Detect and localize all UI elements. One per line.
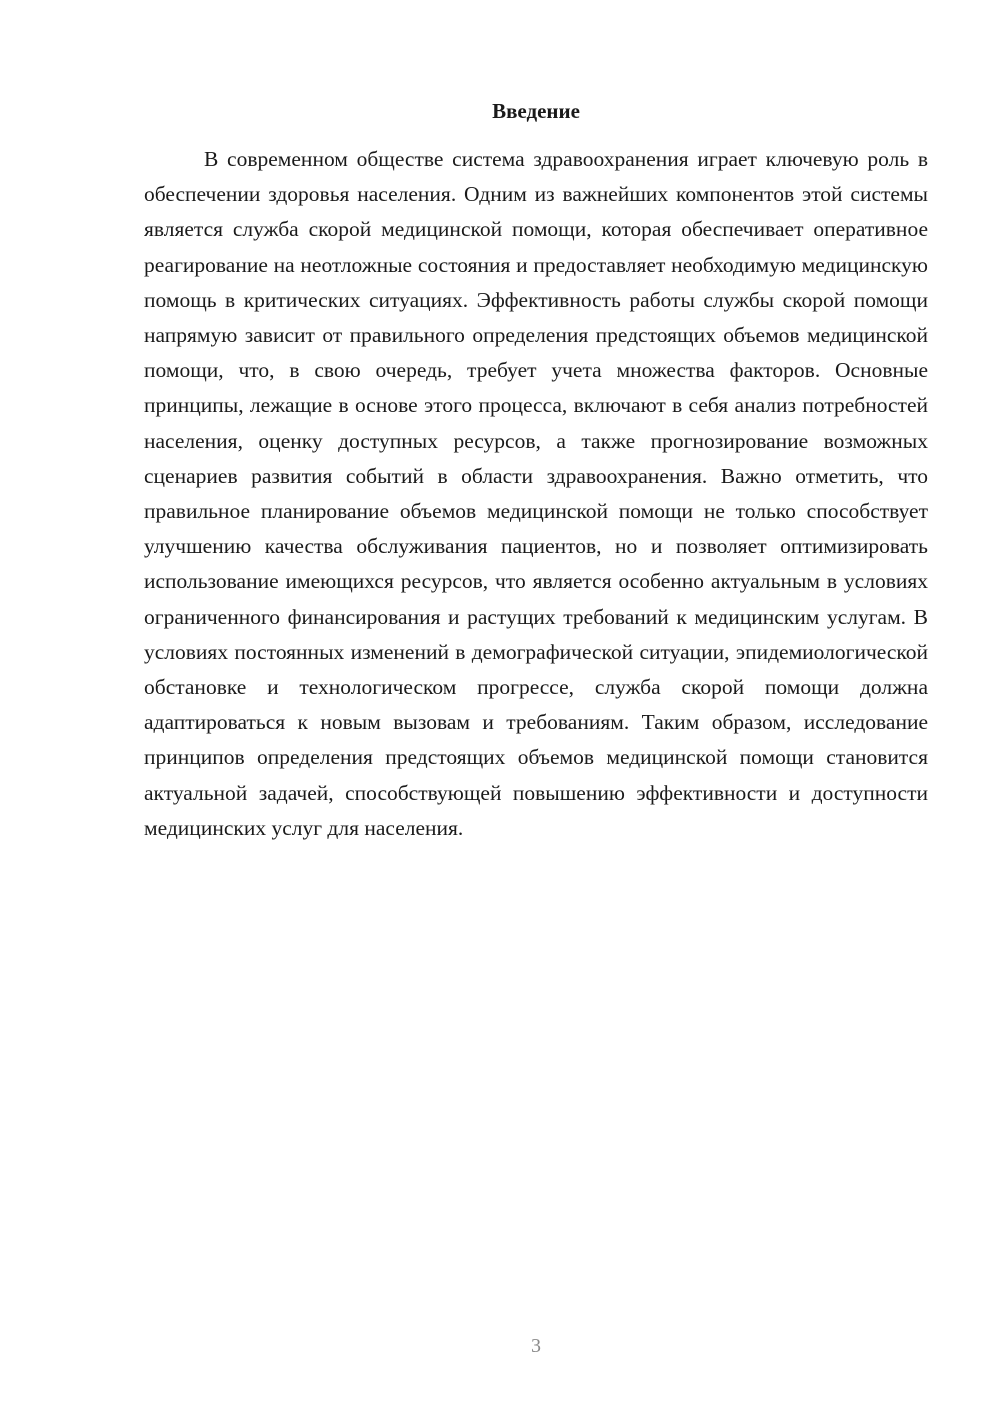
- page-number: 3: [531, 1335, 541, 1357]
- section-heading: Введение: [492, 99, 580, 123]
- body-paragraph: В современном обществе система здравоохранения играет ключевую роль в обеспечении здоровья населения. Одним из важнейших компонентов этой системы является служба скорой медицинской помощи, которая обеспечивает оперативное реагирование на неотложные состояния и предоставляет необходимую медицинскую помощь в критических ситуациях. Эффективность работы службы скорой помощи напрямую зависит от правильного определения предстоящих объемов медицинской помощи, что, в свою очередь, требует учета множества факторов. Основные принципы, лежащие в основе этого процесса, включают в себя анализ потребностей населения, оценку доступных ресурсов, а также прогнозирование возможных сценариев развития событий в области здравоохранения. Важно отметить, что правильное планирование объемов медицинской помощи не только способствует улучшению качества обслуживания пациентов, но и позволяет оптимизировать использование имеющихся ресурсов, что является особенно актуальным в условиях ограниченного финансирования и растущих требований к медицинским услугам. В условиях постоянных изменений в демографической ситуации, эпидемиологической обстановке и технологическом прогрессе, служба скорой помощи должна адаптироваться к новым вызовам и требованиям. Таким образом, исследование принципов определения предстоящих объемов медицинской помощи становится актуальной задачей, способствующей повышению эффективности и доступности медицинских услуг для населения.: [144, 147, 928, 840]
